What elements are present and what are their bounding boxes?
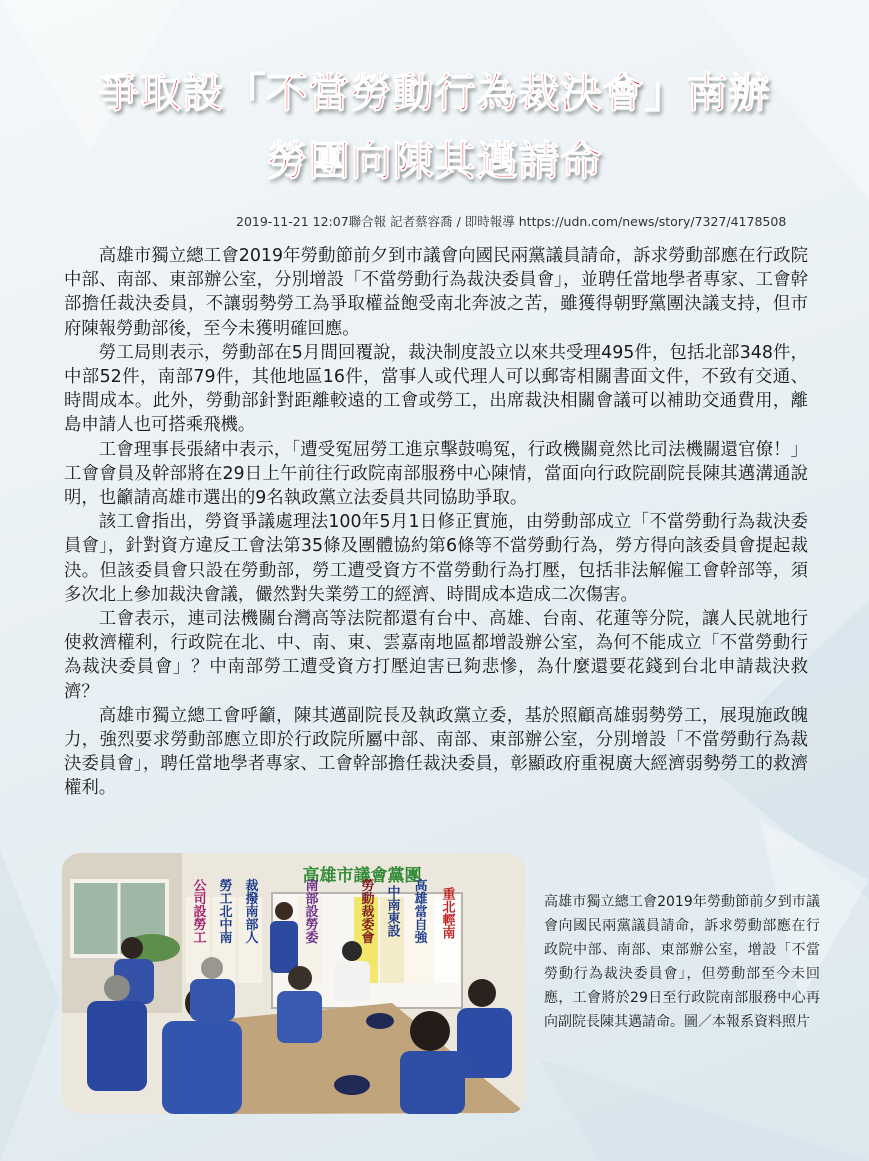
protest-sign: 重北輕南 <box>439 887 455 939</box>
paragraph: 該工會指出，勞資爭議處理法100年5月1日修正實施，由勞動部成立「不當勞動行為裁決委員會」，針對資方違反工會法第35條及團體協約第6條等不當勞動行為，勞方得向該委員會提起裁決。但該委員會只設在勞動部，勞工遭受資方不當勞動行為打壓，包括非法解僱工會幹部等，須多次北上參加裁決會議，儼然對失業勞工的經濟、時間成本造成二次傷害。 <box>64 512 808 605</box>
headline-line-2: 勞團向陳其邁請命 <box>266 137 603 185</box>
protest-sign: 勞動裁委會 <box>358 878 374 944</box>
paragraph: 工會理事長張緒中表示，「遭受冤屈勞工進京擊鼓鳴冤，行政機關竟然比司法機關還官僚！」工會會員及幹部將在29日上午前往行政院南部服務中心陳情，當面向行政院副院長陳其邁溝通說明，也籲請高雄市選出的9名執政黨立法委員共同協助爭取。 <box>64 439 808 509</box>
protest-sign: 公司設勞工 <box>190 878 206 944</box>
protest-sign: 南部設勞委 <box>302 878 318 944</box>
headline-line-1: 爭取設「不當勞動行為裁決會」南辦 <box>98 69 771 117</box>
news-photo <box>62 853 526 1114</box>
protest-sign: 勞工北中南 <box>216 878 232 944</box>
paragraph: 勞工局則表示，勞動部在5月間回覆說，裁決制度設立以來共受理495件，包括北部348件，中部52件，南部79件，其他地區16件，當事人或代理人可以郵寄相關書面文件，不致有交通、時間成本。此外，勞動部針對距離較遠的工會或勞工，出席裁決相關會議可以補助交通費用，離島申請人也可搭乘飛機。 <box>64 342 808 436</box>
photo-banner: 高雄市議會黨團 <box>302 866 422 886</box>
article-body <box>64 244 808 801</box>
paragraph: 高雄市獨立總工會呼籲，陳其邁副院長及執政黨立委，基於照顧高雄弱勢勞工，展現施政魄力，強烈要求勞動部應立即於行政院所屬中部、南部、東部辦公室，分別增設「不當勞動行為裁決委員會」，聘任當地學者專家、工會幹部擔任裁決委員，彰顯政府重視廣大經濟弱勢勞工的救濟權利。 <box>64 705 808 799</box>
protest-sign: 中南東設 <box>384 885 400 937</box>
paragraph: 高雄市獨立總工會2019年勞動節前夕到市議會向國民兩黨議員請命，訴求勞動部應在行政院中部、南部、東部辦公室，分別增設「不當勞動行為裁決委員會」，並聘任當地學者專家、工會幹部擔任裁決委員，不讓弱勢勞工為爭取權益飽受南北奔波之苦，雖獲得朝野黨團決議支持，但市府陳報勞動部後，至今未獲明確回應。 <box>64 246 808 339</box>
article-meta: 2019-11-21 12:07聯合報 記者蔡容喬 / 即時報導 https://udn.com/news/story/7327/4178508 <box>236 214 787 229</box>
photo-caption: 高雄市獨立總工會2019年勞動節前夕到市議會向國民兩黨議員請命，訴求勞動部應在行政院中部、南部、東部辦公室，增設「不當勞動行為裁決委員會」，但勞動部至今未回應，工會將於29日至行政院南部服務中心再向副院長陳其邁請命。圖／本報系資料照片 <box>544 894 820 1030</box>
paragraph: 工會表示，連司法機關台灣高等法院都還有台中、高雄、台南、花蓮等分院，讓人民就地行使救濟權利，行政院在北、中、南、東、雲嘉南地區都增設辦公室，為何不能成立「不當勞動行為裁決委員會」？中南部勞工遭受資方打壓迫害已夠悲慘，為什麼還要花錢到台北申請裁決救濟？ <box>64 609 808 702</box>
protest-sign: 高雄當自強 <box>411 878 427 944</box>
protest-sign: 裁撥南部人 <box>242 878 258 944</box>
